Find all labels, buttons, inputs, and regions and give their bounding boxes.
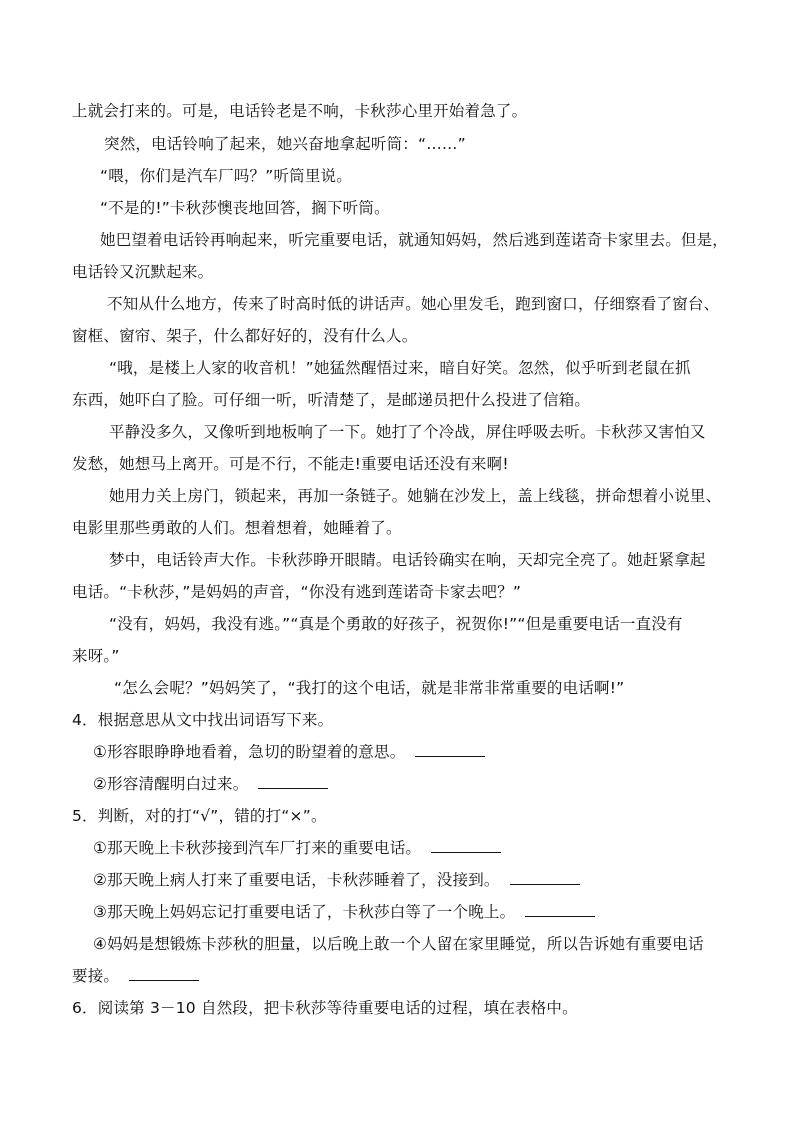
passage-line: 来呀。”	[72, 647, 120, 665]
passage-line: “哦，是楼上人家的收音机！”她猛然醒悟过来，暗自好笑。忽然，似乎听到老鼠在抓	[109, 359, 691, 377]
passage-line: “不是的!”卡秋莎懊丧地回答，搁下听筒。	[100, 199, 390, 217]
question-5-item-4-cont: 要接。	[72, 966, 199, 986]
passage-line: 平静没多久，又像听到地板响了一下。她打了个冷战，屏住呼吸去听。卡秋莎又害怕又	[109, 423, 706, 441]
answer-blank[interactable]	[431, 838, 501, 853]
passage-line: 梦中，电话铃声大作。卡秋莎睁开眼睛。电话铃确实在响，天却完全亮了。她赶紧拿起	[109, 551, 706, 569]
question-5-item-3: ③那天晚上妈妈忘记打重要电话了，卡秋莎白等了一个晚上。	[93, 902, 595, 922]
question-4-item-2: ②形容清醒明白过来。	[93, 774, 328, 794]
question-4-item-1: ①形容眼睁睁地看着，急切的盼望着的意思。	[93, 742, 485, 762]
question-6-title: 6．阅读第 3－10 自然段，把卡秋莎等待重要电话的过程，填在表格中。	[72, 999, 578, 1017]
passage-line: 电话铃又沉默起来。	[72, 263, 214, 281]
passage-line: 她用力关上房门，锁起来，再加一条链子。她躺在沙发上，盖上线毯，拼命想着小说里、	[109, 487, 722, 505]
passage-line: 窗框、窗帘、架子，什么都好好的，没有什么人。	[72, 327, 418, 345]
passage-line: “没有，妈妈，我没有逃。”“真是个勇敢的好孩子，祝贺你!”“但是重要电话一直没有	[109, 615, 683, 633]
passage-line: 发愁，她想马上离开。可是不行，不能走!重要电话还没有来啊!	[72, 455, 509, 473]
answer-blank[interactable]	[258, 774, 328, 789]
passage-line: 上就会打来的。可是，电话铃老是不响，卡秋莎心里开始着急了。	[72, 102, 528, 120]
passage-line: 电影里那些勇敢的人们。想着想着，她睡着了。	[72, 519, 402, 537]
question-5-item-4: ④妈妈是想锻炼卡莎秋的胆量，以后晚上敢一个人留在家里睡觉，所以告诉她有重要电话	[93, 935, 704, 953]
passage-line: 电话。“卡秋莎，”是妈妈的声音，“你没有逃到莲诺奇卡家去吧？”	[72, 583, 522, 601]
answer-blank[interactable]	[525, 902, 595, 917]
question-5-title: 5．判断，对的打“√”，错的打“×”。	[72, 807, 327, 825]
passage-line: 东西，她吓白了脸。可仔细一听，听清楚了，是邮递员把什么投进了信箱。	[72, 391, 591, 409]
question-5-item-2: ②那天晚上病人打来了重要电话，卡秋莎睡着了，没接到。	[93, 870, 580, 890]
question-4-title: 4．根据意思从文中找出词语写下来。	[72, 711, 334, 729]
question-5-item-1: ①那天晚上卡秋莎接到汽车厂打来的重要电话。	[93, 838, 501, 858]
answer-blank[interactable]	[129, 966, 199, 981]
passage-line: “怎么会呢？”妈妈笑了，“我打的这个电话，就是非常非常重要的电话啊!”	[114, 679, 625, 697]
answer-blank[interactable]	[510, 870, 580, 885]
answer-blank[interactable]	[415, 742, 485, 757]
passage-line: 不知从什么地方，传来了时高时低的讲话声。她心里发毛，跑到窗口，仔细察看了窗台、	[107, 295, 720, 313]
passage-line: 她巴望着电话铃再响起来，听完重要电话，就通知妈妈，然后逃到莲诺奇卡家里去。但是，	[100, 231, 729, 249]
passage-line: “喂，你们是汽车厂吗？”听筒里说。	[100, 167, 352, 185]
passage-line: 突然，电话铃响了起来，她兴奋地拿起听筒：“……”	[104, 135, 466, 153]
